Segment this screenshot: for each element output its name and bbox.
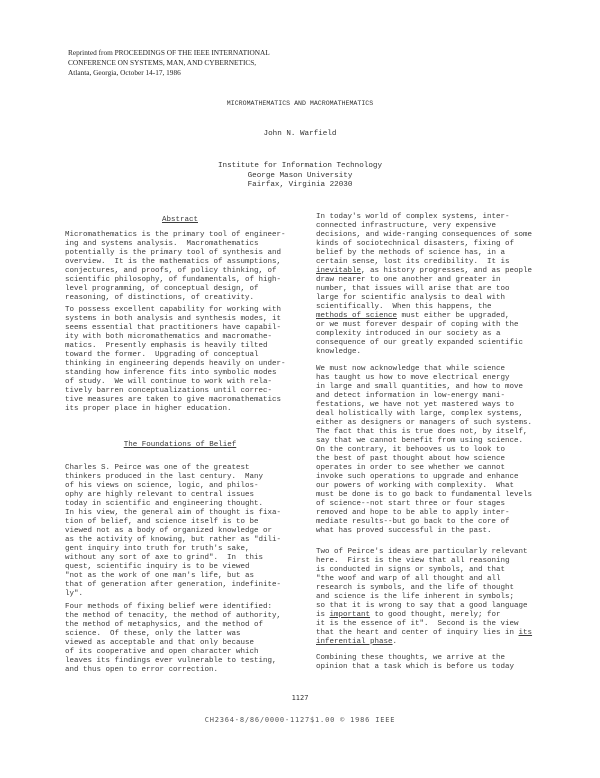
reprint-line: Atlanta, Georgia, October 14-17, 1986 [68,68,181,77]
text-line: viewed not as a body of organized knowledge or [65,527,273,535]
underlined-text: important [329,611,371,619]
abstract-heading: Abstract [161,216,198,224]
text-line: Combining these thoughts, we arrive at the [316,654,506,662]
text-line: of study. We will continue to work with rela- [65,378,273,386]
text-line: and detect information in low-energy mani- [316,392,506,400]
text-line: research is symbols, and the life of thought [316,584,515,592]
text-line: scientifically. When this happens, the [316,303,492,311]
abstract-paragraph-1 [65,231,286,303]
text-line: kinds of sociotechnical disasters, fixing of [316,240,515,248]
text-line: large for scientific analysis to deal with [316,294,506,302]
text-line: say that we cannot benefit from using science. [316,437,524,445]
text-line: certain sense, lost its credibility. It is [316,258,510,266]
text-line: draw nearer to one another and greater in [316,276,501,284]
text-line: scientific philosophy, of fundamentals, of high- [65,276,282,284]
text-line: ing and systems analysis. Macromathematics [65,240,259,248]
text-span: . [392,638,398,646]
reprint-line: Reprinted from PROCEEDINGS OF THE IEEE INTERNATIONAL [68,48,270,57]
text-line: or we must forever despair of coping with the [316,321,519,329]
section-heading: The Foundations of Belief [123,441,237,449]
text-line: of its cooperative and open character which [65,648,259,656]
text-line: in large and small quantities, and how to move [316,383,524,391]
text-line: without any sort of axe to grind". In this [65,554,264,562]
text-line: its proper place in higher education. [65,405,232,413]
text-line: ophy are highly relevant to central issues [65,491,255,499]
paper-title: MICROMATHEMATICS AND MACROMATHEMATICS [226,100,374,107]
text-line: potentially is the primary tool of synthesis and [65,249,282,257]
text-line: standing how inference fits into symbolic modes [65,369,277,377]
underlined-text: inevitable [316,267,362,275]
text-line: and science is the life inherent in symbols; [316,593,515,601]
affiliation-line: Institute for Information Technology [217,162,383,170]
text-line: of science--not start three or four stages [316,500,506,508]
text-line: the method of tenacity, the method of authority, [65,612,282,620]
text-line: Micromathematics is the primary tool of engineer- [65,231,286,239]
text-line: opinion that a task which is before us today [316,663,515,671]
text-line: number, that issues will arise that are too [316,285,510,293]
right-paragraph-3 [316,548,532,647]
right-paragraph-2 [316,365,532,536]
text-line: On the contrary, it behooves us to look to [316,446,506,454]
right-paragraph-4 [316,654,514,672]
text-line: seems essential that practitioners have capabil- [65,324,282,332]
affiliation-line: Fairfax, Virginia 22030 [247,181,353,189]
text-line: knowledge. [316,348,362,356]
text-line: quest, scientific inquiry is to be viewed [65,563,250,571]
text-line: mediate results--but go back to the core of [316,518,510,526]
text-span: to good thought, merely; for [370,611,501,619]
text-line: complexity introduced in our society as a [316,330,501,338]
text-line [316,312,532,321]
text-span: , as history progresses, and as people [361,267,533,275]
text-line: must be done is to go back to fundamental levels [316,491,533,499]
text-line: matics. Presently emphasis is heavily tilted [65,342,268,350]
reprint-notice [68,48,308,78]
text-line: level programming, of conceptual design, of [65,285,259,293]
text-line: conjectures, and proofs, of policy thinking, of [65,267,277,275]
text-line: The fact that this is true does not, by itself, [316,428,528,436]
text-line: science. Of these, only the latter was [65,630,241,638]
text-line: systems in both analysis and synthesis modes, it [65,315,282,323]
text-line: tively barren conceptualizations until correc- [65,387,273,395]
text-line: deal holistically with large, complex systems, [316,410,524,418]
text-line: our powers of working with complexity. What [316,482,515,490]
copyright-footer: CH2364-8/86/0000-1127$1.00 © 1986 IEEE [204,716,396,724]
underlined-text: its [518,629,533,637]
right-paragraph-1 [316,213,532,357]
text-line: operates in order to see whether we cannot [316,464,506,472]
text-line: the method of metaphysics, and the method of [65,621,264,629]
text-line: here. First is the view that all reasoning [316,557,510,565]
text-line: festations, we have not yet mastered ways to [316,401,515,409]
text-line: of his views on science, logic, and philos- [65,482,259,490]
text-line: ity with both micromathematics and macromathe- [65,333,273,341]
text-line: leaves its findings ever vulnerable to testing, [65,657,277,665]
text-line: viewed as acceptable and that only because [65,639,255,647]
page-number: 1127 [291,694,309,702]
text-line [316,638,532,647]
text-line: has taught us how to move electrical energy [316,374,510,382]
text-line: removed and hope to be able to apply inter- [316,509,510,517]
text-line: thinking in engineering depends heavily on under- [65,360,286,368]
text-line: tion of belief, and science itself is to be [65,518,259,526]
text-line: belief by the methods of science has, in a [316,249,506,257]
text-line [316,629,532,638]
text-line: that of generation after generation, indefinite- [65,581,282,589]
affiliation [0,162,600,191]
text-line: gent inquiry into truth for truth's sake, [65,545,250,553]
text-line: connected infrastructure, very expensive [316,222,497,230]
text-line: it is the essence of it". Second is the view [316,620,519,628]
text-line: as the activity of knowing, but rather as "dili- [65,536,282,544]
text-line: In his view, the general aim of thought is fixa- [65,509,282,517]
text-span: is [316,611,330,619]
text-line: Four methods of fixing belief were identified: [65,603,273,611]
text-line: We must now acknowledge that while science [316,365,506,373]
text-line: decisions, and wide-ranging consequences of some [316,231,533,239]
text-line: and thus open to error correction. [65,666,219,674]
text-line [316,267,532,276]
section-paragraph-1 [65,464,281,599]
underlined-text: methods of science [316,312,398,320]
text-line: Charles S. Peirce was one of the greatest [65,464,250,472]
text-line [316,611,532,620]
text-line: toward the former. Upgrading of conceptual [65,351,259,359]
text-line: is conducted in signs or symbols, and that [316,566,506,574]
reprint-line: CONFERENCE ON SYSTEMS, MAN, AND CYBERNETICS, [68,58,257,67]
text-line: thinkers produced in the last century. Many [65,473,264,481]
text-span: must either be upgraded, [397,312,510,320]
text-line: reasoning, of distinctions, of creativity. [65,294,255,302]
text-line: ly". [65,590,84,598]
underlined-text: inferential phase [316,638,393,646]
author-name: John N. Warfield [263,130,337,138]
text-line: so that it is wrong to say that a good language [316,602,528,610]
text-line: the best of past thought about how science [316,455,506,463]
text-span: that the heart and center of inquiry lies in [316,629,519,637]
text-line: tive measures are taken to give macromathematics [65,396,282,404]
text-line: what has proved successful in the past. [316,527,492,535]
text-line: invoke such operations to upgrade and enhance [316,473,519,481]
text-line: "not as the work of one man's life, but as [65,572,255,580]
section-paragraph-2 [65,603,281,675]
abstract-paragraph-2 [65,306,286,414]
text-line: In today's world of complex systems, inter- [316,213,510,221]
text-line: today in scientific and engineering thought. [65,500,264,508]
text-line: Two of Peirce's ideas are particularly relevant [316,548,528,556]
text-line: either as designers or managers of such systems. [316,419,533,427]
affiliation-line: George Mason University [247,171,353,180]
text-line: overview. It is the mathematics of assumptions, [65,258,282,266]
text-line: consequence of our greatly expanded scientific [316,339,524,347]
text-line: "the woof and warp of all thought and all [316,575,501,583]
text-line: To possess excellent capability for working with [65,306,282,314]
